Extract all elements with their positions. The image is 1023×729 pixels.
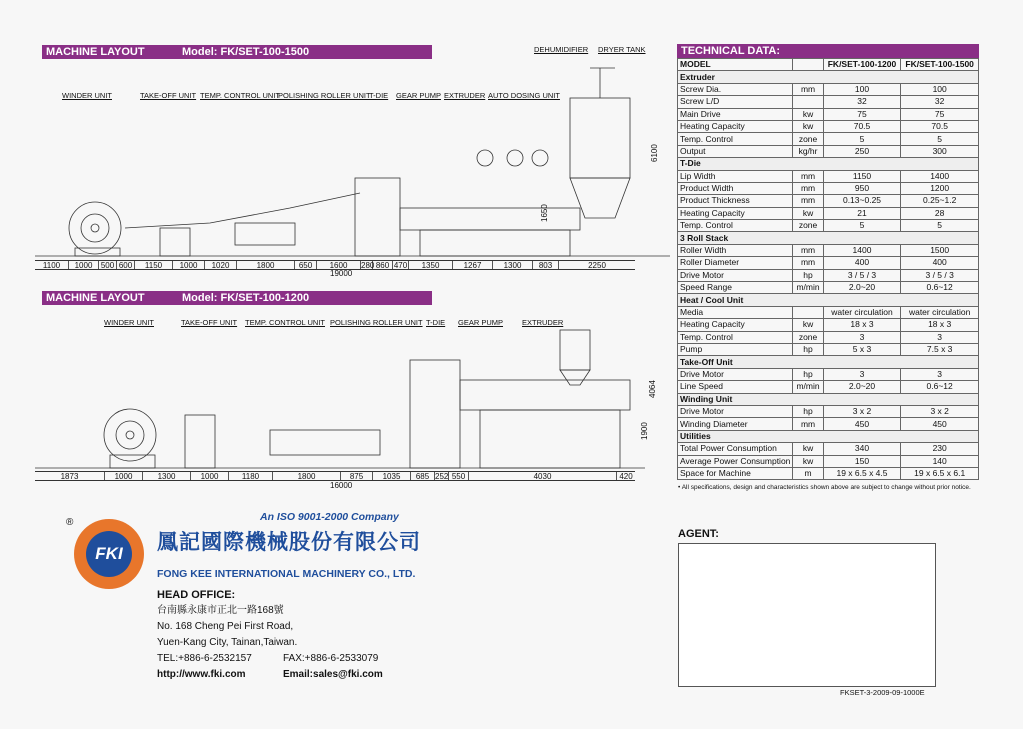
- spec-value-1200: 2.0~20: [823, 282, 901, 294]
- spec-value-1500: 1500: [901, 244, 979, 256]
- address-chinese: 台南縣永康市正北一路168號: [157, 605, 284, 616]
- tech-spec-row: [678, 455, 979, 467]
- top-dim: 280: [361, 261, 375, 270]
- top-height-6100: 6100: [650, 144, 659, 162]
- spec-item: Drive Motor: [678, 368, 793, 380]
- iso-label: An ISO 9001-2000 Company: [260, 511, 399, 523]
- spec-item: Temp. Control: [678, 331, 793, 343]
- spec-value-1500: 19 x 6.5 x 6.1: [901, 467, 979, 479]
- bottom-dim: 1180: [229, 472, 273, 480]
- spec-item: Space for Machine: [678, 467, 793, 479]
- bottom-height-4064: 4064: [648, 380, 657, 398]
- spec-value-1200: 32: [823, 96, 901, 108]
- spec-unit: kw: [793, 108, 823, 120]
- tech-section-row: [678, 294, 979, 306]
- registered-mark: ®: [66, 517, 74, 528]
- spec-value-1500: 28: [901, 207, 979, 219]
- spec-value-1200: 19 x 6.5 x 4.5: [823, 467, 901, 479]
- spec-unit: hp: [793, 269, 823, 281]
- spec-item: Heating Capacity: [678, 120, 793, 132]
- bottom-dim: 1800: [273, 472, 341, 480]
- bottom-dim: 1300: [143, 472, 191, 480]
- top-dim: 1000: [69, 261, 99, 269]
- top-dim: 1150: [135, 261, 173, 269]
- tech-spec-row: [678, 306, 979, 318]
- spec-value-1200: 5: [823, 220, 901, 232]
- spec-unit: kw: [793, 319, 823, 331]
- bottom-dim: 1000: [191, 472, 229, 480]
- spec-unit: m/min: [793, 282, 823, 294]
- tech-spec-row: [678, 319, 979, 331]
- tech-spec-row: [678, 418, 979, 430]
- spec-value-1500: 400: [901, 257, 979, 269]
- bottom-polishing-label: POLISHING ROLLER UNIT: [330, 318, 423, 327]
- spec-disclaimer: • All specifications, design and characteristics shown above are subject to change without prior notice.: [678, 484, 971, 491]
- spec-value-1500: 100: [901, 83, 979, 95]
- layout-top-header: [42, 45, 432, 59]
- spec-item: Main Drive: [678, 108, 793, 120]
- tech-spec-row: [678, 145, 979, 157]
- tech-spec-row: [678, 182, 979, 194]
- tech-section-row: [678, 71, 979, 83]
- tech-spec-row: [678, 170, 979, 182]
- tech-spec-row: [678, 133, 979, 145]
- spec-item: Media: [678, 306, 793, 318]
- spec-value-1500: 1200: [901, 182, 979, 194]
- top-dim: 1350: [409, 261, 453, 269]
- bottom-dim: 420: [619, 472, 633, 481]
- tech-header-model-b: FK/SET-100-1500: [901, 59, 979, 71]
- spec-value-1200: 1400: [823, 244, 901, 256]
- spec-unit: [793, 306, 823, 318]
- top-dim: 1000: [173, 261, 205, 269]
- spec-unit: zone: [793, 133, 823, 145]
- top-dim: 860: [373, 261, 393, 269]
- spec-item: Roller Diameter: [678, 257, 793, 269]
- bottom-dim: 550: [449, 472, 469, 480]
- spec-value-1200: 250: [823, 145, 901, 157]
- tech-spec-row: [678, 108, 979, 120]
- spec-unit: m/min: [793, 381, 823, 393]
- spec-value-1500: 5: [901, 220, 979, 232]
- spec-value-1500: 3: [901, 368, 979, 380]
- spec-value-1500: 0.6~12: [901, 282, 979, 294]
- top-dim: 1800: [237, 261, 295, 269]
- bottom-dim: 875: [341, 472, 373, 480]
- bottom-dim: 1000: [105, 472, 143, 480]
- tech-section-label: Winding Unit: [678, 393, 979, 405]
- top-dim: 1600: [317, 261, 361, 269]
- tech-spec-row: [678, 207, 979, 219]
- bottom-height-1900: 1900: [640, 422, 649, 440]
- bottom-machine-drawing: [30, 320, 650, 470]
- tech-header-model-a: FK/SET-100-1200: [823, 59, 901, 71]
- tech-spec-row: [678, 83, 979, 95]
- tech-spec-row: [678, 381, 979, 393]
- top-winder-label: WINDER UNIT: [62, 91, 112, 100]
- spec-unit: hp: [793, 343, 823, 355]
- telephone: TEL:+886-6-2532157: [157, 653, 252, 664]
- tech-spec-row: [678, 257, 979, 269]
- spec-item: Roller Width: [678, 244, 793, 256]
- spec-unit: kw: [793, 120, 823, 132]
- agent-label: AGENT:: [678, 528, 719, 540]
- spec-item: Speed Range: [678, 282, 793, 294]
- head-office-label: HEAD OFFICE:: [157, 589, 236, 601]
- tech-data-header: [677, 44, 979, 58]
- tech-data-table: [677, 58, 979, 480]
- top-temp-label: TEMP. CONTROL UNIT: [200, 91, 281, 100]
- spec-value-1200: 450: [823, 418, 901, 430]
- spec-value-1500: 7.5 x 3: [901, 343, 979, 355]
- spec-value-1200: 70.5: [823, 120, 901, 132]
- spec-item: Screw Dia.: [678, 83, 793, 95]
- bottom-dim: 252: [435, 472, 449, 481]
- spec-value-1200: 400: [823, 257, 901, 269]
- spec-value-1200: 100: [823, 83, 901, 95]
- tech-spec-row: [678, 343, 979, 355]
- top-machine-drawing: [30, 58, 670, 258]
- top-dim: 1267: [453, 261, 493, 269]
- address-line-2: Yuen-Kang City, Tainan,Taiwan.: [157, 637, 298, 648]
- top-dim: 650: [295, 261, 317, 269]
- company-english-name: FONG KEE INTERNATIONAL MACHINERY CO., LTD.: [157, 568, 416, 580]
- email-link[interactable]: Email:sales@fki.com: [283, 669, 383, 680]
- spec-item: Product Width: [678, 182, 793, 194]
- tech-spec-row: [678, 269, 979, 281]
- tech-spec-row: [678, 368, 979, 380]
- spec-value-1500: 18 x 3: [901, 319, 979, 331]
- fax: FAX:+886-6-2533079: [283, 653, 379, 664]
- spec-value-1500: 3 / 5 / 3: [901, 269, 979, 281]
- tech-spec-row: [678, 120, 979, 132]
- layout-top-title: MACHINE LAYOUT: [46, 46, 145, 58]
- spec-unit: zone: [793, 220, 823, 232]
- spec-value-1500: 0.25~1.2: [901, 195, 979, 207]
- layout-top-model: Model: FK/SET-100-1500: [182, 46, 310, 58]
- tech-spec-row: [678, 405, 979, 417]
- spec-item: Output: [678, 145, 793, 157]
- bottom-winder-label: WINDER UNIT: [104, 318, 154, 327]
- spec-value-1200: 150: [823, 455, 901, 467]
- tech-header-model: MODEL: [678, 59, 793, 71]
- spec-item: Product Thickness: [678, 195, 793, 207]
- spec-value-1500: 1400: [901, 170, 979, 182]
- tech-header-unit: [793, 59, 823, 71]
- bottom-dimension-row: [35, 471, 635, 481]
- top-autodosing-label: AUTO DOSING UNIT: [488, 91, 560, 100]
- spec-item: Temp. Control: [678, 220, 793, 232]
- spec-item: Heating Capacity: [678, 319, 793, 331]
- tech-section-label: T-Die: [678, 158, 979, 170]
- bottom-dim: 1035: [373, 472, 411, 480]
- tech-spec-row: [678, 96, 979, 108]
- spec-value-1200: 75: [823, 108, 901, 120]
- spec-unit: hp: [793, 405, 823, 417]
- spec-unit: mm: [793, 244, 823, 256]
- spec-value-1500: 3 x 2: [901, 405, 979, 417]
- spec-unit: hp: [793, 368, 823, 380]
- spec-value-1500: 300: [901, 145, 979, 157]
- spec-item: Drive Motor: [678, 405, 793, 417]
- tech-section-row: [678, 430, 979, 442]
- top-dim: 1100: [35, 261, 69, 269]
- dryer-tank-label: DRYER TANK: [598, 45, 646, 54]
- spec-item: Pump: [678, 343, 793, 355]
- bottom-dim: 1873: [35, 472, 105, 480]
- spec-value-1500: 3: [901, 331, 979, 343]
- layout-bottom-header: [42, 291, 432, 305]
- top-extruder-label: EXTRUDER: [444, 91, 486, 100]
- spec-value-1200: 21: [823, 207, 901, 219]
- spec-value-1200: 0.13~0.25: [823, 195, 901, 207]
- spec-value-1500: 450: [901, 418, 979, 430]
- tech-section-row: [678, 232, 979, 244]
- spec-value-1500: 5: [901, 133, 979, 145]
- top-dim: 500: [99, 261, 117, 269]
- bottom-takeoff-label: TAKE-OFF UNIT: [181, 318, 238, 327]
- tech-section-label: Utilities: [678, 430, 979, 442]
- spec-item: Winding Diameter: [678, 418, 793, 430]
- spec-value-1500: 230: [901, 443, 979, 455]
- spec-value-1200: 18 x 3: [823, 319, 901, 331]
- spec-unit: m: [793, 467, 823, 479]
- bottom-dim: 4030: [469, 472, 617, 480]
- bottom-tdie-label: T-DIE: [426, 318, 446, 327]
- spec-value-1500: 75: [901, 108, 979, 120]
- top-dim: 2250: [588, 261, 606, 270]
- agent-box: [678, 543, 936, 687]
- layout-bottom-title: MACHINE LAYOUT: [46, 292, 145, 304]
- tech-spec-row: [678, 244, 979, 256]
- spec-unit: kw: [793, 207, 823, 219]
- spec-unit: zone: [793, 331, 823, 343]
- spec-value-1500: 0.6~12: [901, 381, 979, 393]
- bottom-dim: 685: [411, 472, 435, 480]
- top-dim: 803: [533, 261, 559, 269]
- tech-section-row: [678, 356, 979, 368]
- spec-unit: mm: [793, 170, 823, 182]
- company-chinese-name: 鳳記國際機械股份有限公司: [157, 531, 421, 554]
- spec-value-1500: 70.5: [901, 120, 979, 132]
- document-code: FKSET-3-2009-09-1000E: [840, 688, 925, 697]
- spec-item: Total Power Consumption: [678, 443, 793, 455]
- company-logo: [74, 519, 144, 589]
- top-dim: 1020: [205, 261, 237, 269]
- spec-item: Heating Capacity: [678, 207, 793, 219]
- tech-spec-row: [678, 331, 979, 343]
- spec-value-1200: 1150: [823, 170, 901, 182]
- spec-value-1200: 5 x 3: [823, 343, 901, 355]
- spec-item: Average Power Consumption: [678, 455, 793, 467]
- spec-value-1200: 5: [823, 133, 901, 145]
- tech-spec-row: [678, 220, 979, 232]
- tech-spec-row: [678, 443, 979, 455]
- tech-spec-row: [678, 282, 979, 294]
- top-gearpump-label: GEAR PUMP: [396, 91, 442, 100]
- spec-value-1200: water circulation: [823, 306, 901, 318]
- top-tdie-label: T-DIE: [369, 91, 389, 100]
- top-takeoff-label: TAKE-OFF UNIT: [140, 91, 197, 100]
- spec-value-1200: 3: [823, 368, 901, 380]
- bottom-gearpump-label: GEAR PUMP: [458, 318, 504, 327]
- spec-unit: [793, 96, 823, 108]
- tech-spec-row: [678, 195, 979, 207]
- spec-value-1200: 950: [823, 182, 901, 194]
- tech-section-label: Heat / Cool Unit: [678, 294, 979, 306]
- spec-unit: mm: [793, 257, 823, 269]
- tech-data-title: TECHNICAL DATA:: [681, 45, 780, 57]
- spec-value-1500: 32: [901, 96, 979, 108]
- spec-value-1500: 140: [901, 455, 979, 467]
- spec-value-1200: 2.0~20: [823, 381, 901, 393]
- spec-value-1500: water circulation: [901, 306, 979, 318]
- tech-section-row: [678, 158, 979, 170]
- website-link[interactable]: http://www.fki.com: [157, 669, 246, 680]
- spec-value-1200: 340: [823, 443, 901, 455]
- tech-section-label: 3 Roll Stack: [678, 232, 979, 244]
- tech-spec-row: [678, 467, 979, 479]
- spec-unit: mm: [793, 418, 823, 430]
- spec-item: Lip Width: [678, 170, 793, 182]
- layout-bottom-model: Model: FK/SET-100-1200: [182, 292, 310, 304]
- tech-section-label: Take-Off Unit: [678, 356, 979, 368]
- address-line-1: No. 168 Cheng Pei First Road,: [157, 621, 294, 632]
- bottom-extruder-label: EXTRUDER: [522, 318, 564, 327]
- tech-section-row: [678, 393, 979, 405]
- spec-value-1200: 3 / 5 / 3: [823, 269, 901, 281]
- top-dim: 600: [117, 261, 135, 269]
- tech-section-label: Extruder: [678, 71, 979, 83]
- spec-unit: mm: [793, 83, 823, 95]
- spec-value-1200: 3 x 2: [823, 405, 901, 417]
- spec-unit: kw: [793, 455, 823, 467]
- spec-value-1200: 3: [823, 331, 901, 343]
- spec-unit: mm: [793, 182, 823, 194]
- logo-text: FKI: [86, 531, 132, 577]
- spec-item: Drive Motor: [678, 269, 793, 281]
- spec-item: Temp. Control: [678, 133, 793, 145]
- spec-unit: kw: [793, 443, 823, 455]
- bottom-total-length: 16000: [330, 481, 353, 490]
- tech-header-row: [678, 59, 979, 71]
- spec-item: Screw L/D: [678, 96, 793, 108]
- spec-unit: kg/hr: [793, 145, 823, 157]
- top-height-1650: 1650: [540, 204, 549, 222]
- top-dim: 470: [393, 261, 408, 270]
- top-total-length: 19000: [330, 269, 353, 278]
- top-polishing-label: POLISHING ROLLER UNIT: [278, 91, 371, 100]
- spec-item: Line Speed: [678, 381, 793, 393]
- spec-unit: mm: [793, 195, 823, 207]
- bottom-temp-label: TEMP. CONTROL UNIT: [245, 318, 326, 327]
- dehumidifier-label: DEHUMIDIFIER: [534, 45, 589, 54]
- top-dim: 1300: [493, 261, 533, 269]
